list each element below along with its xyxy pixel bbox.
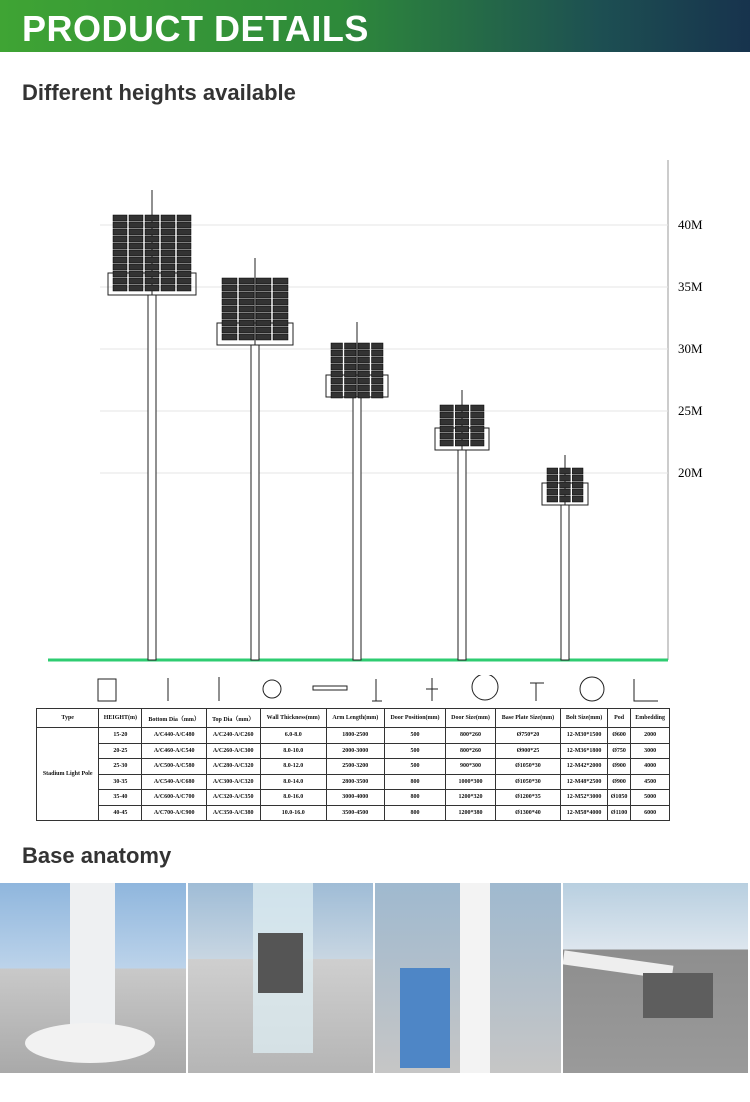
table-cell: 12-M52*3000 (561, 790, 608, 806)
floodlight (145, 236, 159, 242)
floodlight (129, 271, 143, 277)
floodlight (560, 468, 571, 474)
table-cell: Ø750*20 (495, 728, 561, 744)
floodlight (222, 306, 237, 312)
photo-pole-installation-site (563, 883, 750, 1073)
floodlight (440, 440, 453, 446)
floodlight (161, 264, 175, 270)
floodlight (129, 215, 143, 221)
table-cell: 2500-3200 (326, 759, 384, 775)
floodlight (345, 350, 357, 356)
floodlight (273, 278, 288, 284)
floodlight (239, 320, 254, 326)
floodlight (222, 320, 237, 326)
floodlight (560, 475, 571, 481)
floodlight (129, 236, 143, 242)
floodlight (161, 271, 175, 277)
table-cell: Ø1300*40 (495, 805, 561, 821)
floodlight (129, 257, 143, 263)
page-title: PRODUCT DETAILS (22, 8, 369, 49)
floodlight (113, 264, 127, 270)
light-pole (108, 190, 196, 660)
floodlight (113, 278, 127, 284)
floodlight (145, 271, 159, 277)
floodlight (345, 343, 357, 349)
floodlight (331, 350, 343, 356)
floodlight (471, 405, 484, 411)
floodlight (239, 334, 254, 340)
floodlight (372, 343, 384, 349)
floodlight (145, 222, 159, 228)
floodlight (273, 306, 288, 312)
floodlight (177, 278, 191, 284)
floodlight (471, 440, 484, 446)
floodlight (331, 392, 343, 398)
table-row (37, 774, 670, 790)
floodlight (113, 222, 127, 228)
table-cell: 900*300 (446, 759, 495, 775)
floodlight (547, 496, 558, 502)
table-cell: 1800-2500 (326, 728, 384, 744)
tube-section-icon (263, 680, 281, 698)
table-cell: Ø1050*30 (495, 759, 561, 775)
table-cell: Ø1100 (607, 805, 630, 821)
floodlight (455, 426, 468, 432)
floodlight (177, 257, 191, 263)
floodlight (273, 285, 288, 291)
floodlight (372, 357, 384, 363)
base-anatomy-photos (0, 883, 750, 1073)
floodlight (331, 385, 343, 391)
floodlight (372, 371, 384, 377)
specifications-table (36, 708, 670, 821)
floodlight (358, 378, 370, 384)
floodlight (273, 320, 288, 326)
table-cell: Ø900 (607, 774, 630, 790)
table-cell: Ø900*25 (495, 743, 561, 759)
header-banner (0, 0, 750, 52)
table-cell: 4500 (631, 774, 670, 790)
floodlight (113, 285, 127, 291)
table-cell: 3000-4000 (326, 790, 384, 806)
floodlight (222, 313, 237, 319)
table-header: HEIGHT(m) (99, 709, 142, 728)
table-row (37, 759, 670, 775)
table-cell: 800*260 (446, 728, 495, 744)
table-cell: 800*260 (446, 743, 495, 759)
floodlight (345, 364, 357, 370)
floodlight (129, 229, 143, 235)
table-cell: A/C260-A/C300 (206, 743, 260, 759)
table-cell: Ø1200*35 (495, 790, 561, 806)
floodlight (145, 257, 159, 263)
floodlight (358, 392, 370, 398)
pole-heights-diagram (0, 150, 750, 670)
table-cell: 15-20 (99, 728, 142, 744)
floodlight (455, 419, 468, 425)
floodlight (471, 412, 484, 418)
floodlight (129, 278, 143, 284)
floodlight (440, 412, 453, 418)
table-cell: A/C700-A/C900 (142, 805, 207, 821)
type-cell: Stadium Light Pole (37, 728, 99, 821)
floodlight (161, 257, 175, 263)
table-cell: 3500-4500 (326, 805, 384, 821)
floodlight (358, 371, 370, 377)
table-header: Arm Length(mm) (326, 709, 384, 728)
floodlight (440, 433, 453, 439)
floodlight (161, 215, 175, 221)
table-cell: 12-M58*4000 (561, 805, 608, 821)
table-cell: 1200*320 (446, 790, 495, 806)
table-cell: 2000-3000 (326, 743, 384, 759)
floodlight (547, 482, 558, 488)
floodlight (161, 229, 175, 235)
floodlight (358, 357, 370, 363)
table-cell: 2800-3500 (326, 774, 384, 790)
floodlight (161, 222, 175, 228)
table-cell: 40-45 (99, 805, 142, 821)
floodlight (113, 257, 127, 263)
photo-pole-door-electrical-box (375, 883, 563, 1073)
floodlight (222, 285, 237, 291)
table-cell: 12-M30*1500 (561, 728, 608, 744)
floodlight (113, 236, 127, 242)
table-cell: A/C280-A/C320 (206, 759, 260, 775)
table-cell: A/C460-A/C540 (142, 743, 207, 759)
table-cell: 3000 (631, 743, 670, 759)
floodlight (372, 385, 384, 391)
floodlight (177, 236, 191, 242)
table-cell: 6.0-8.0 (260, 728, 326, 744)
floodlight (177, 243, 191, 249)
table-cell: A/C540-A/C680 (142, 774, 207, 790)
floodlight (273, 313, 288, 319)
table-cell: A/C500-A/C580 (142, 759, 207, 775)
floodlight (256, 320, 271, 326)
floodlight (273, 334, 288, 340)
floodlight (372, 392, 384, 398)
floodlight (145, 243, 159, 249)
floodlight (256, 285, 271, 291)
floodlight (358, 350, 370, 356)
floodlight (560, 489, 571, 495)
floodlight (177, 271, 191, 277)
arm-icon (313, 686, 347, 690)
floodlight (358, 343, 370, 349)
floodlight (471, 419, 484, 425)
table-cell: 35-40 (99, 790, 142, 806)
floodlight (239, 327, 254, 333)
floodlight (161, 285, 175, 291)
table-cell: 8.0-16.0 (260, 790, 326, 806)
table-cell: 10.0-16.0 (260, 805, 326, 821)
floodlight (471, 426, 484, 432)
table-cell: 12-M48*2500 (561, 774, 608, 790)
floodlight (440, 426, 453, 432)
floodlight (331, 378, 343, 384)
table-cell: Ø600 (607, 728, 630, 744)
table-cell: 12-M42*2000 (561, 759, 608, 775)
floodlight (572, 489, 583, 495)
base-plate-icon (472, 675, 498, 700)
table-cell: 25-30 (99, 759, 142, 775)
table-cell: 1200*380 (446, 805, 495, 821)
floodlight (222, 299, 237, 305)
floodlight (177, 264, 191, 270)
floodlight (345, 392, 357, 398)
floodlight (177, 285, 191, 291)
table-cell: 20-25 (99, 743, 142, 759)
table-cell: A/C240-A/C260 (206, 728, 260, 744)
table-cell: 2000 (631, 728, 670, 744)
floodlight (547, 475, 558, 481)
floodlight (145, 278, 159, 284)
table-header: Bottom Dia（mm） (142, 709, 207, 728)
table-cell: A/C350-A/C380 (206, 805, 260, 821)
floodlight (273, 327, 288, 333)
floodlight (145, 250, 159, 256)
table-cell: 500 (384, 728, 446, 744)
floodlight (572, 468, 583, 474)
table-row (37, 790, 670, 806)
table-cell: A/C600-A/C700 (142, 790, 207, 806)
floodlight (547, 489, 558, 495)
table-cell: 8.0-10.0 (260, 743, 326, 759)
floodlight (177, 215, 191, 221)
table-cell: 30-35 (99, 774, 142, 790)
floodlight (440, 405, 453, 411)
floodlight (113, 243, 127, 249)
floodlight (239, 299, 254, 305)
floodlight (560, 496, 571, 502)
scale-label: 40M (678, 217, 703, 232)
scale-label: 35M (678, 279, 703, 294)
floodlight (145, 285, 159, 291)
floodlight (331, 364, 343, 370)
floodlight (129, 285, 143, 291)
table-cell: Ø750 (607, 743, 630, 759)
floodlight (256, 299, 271, 305)
table-cell: 800 (384, 774, 446, 790)
pod-icon (580, 677, 604, 701)
scale-label: 20M (678, 465, 703, 480)
table-header: Top Dia（mm） (206, 709, 260, 728)
component-icons-row (36, 675, 670, 705)
floodlight (331, 371, 343, 377)
floodlight (145, 264, 159, 270)
table-cell: 8.0-14.0 (260, 774, 326, 790)
floodlight (273, 292, 288, 298)
table-row (37, 805, 670, 821)
floodlight (161, 278, 175, 284)
floodlight (129, 222, 143, 228)
floodlight (572, 475, 583, 481)
floodlight (471, 433, 484, 439)
table-cell: A/C440-A/C480 (142, 728, 207, 744)
floodlight (345, 385, 357, 391)
floodlight (129, 250, 143, 256)
table-header: Type (37, 709, 99, 728)
floodlight (256, 334, 271, 340)
floodlight (222, 278, 237, 284)
table-row (37, 743, 670, 759)
table-row (37, 728, 670, 744)
floodlight (256, 306, 271, 312)
floodlight (177, 229, 191, 235)
floodlight (331, 343, 343, 349)
table-cell: 12-M36*1800 (561, 743, 608, 759)
floodlight (145, 229, 159, 235)
table-header: Door Size(mm) (446, 709, 495, 728)
table-cell: 5000 (631, 790, 670, 806)
floodlight (455, 412, 468, 418)
floodlight (161, 243, 175, 249)
floodlight (256, 313, 271, 319)
floodlight (358, 385, 370, 391)
floodlight (113, 229, 127, 235)
table-header: Door Position(mm) (384, 709, 446, 728)
table-cell: Ø1050 (607, 790, 630, 806)
light-pole (326, 322, 388, 660)
floodlight (455, 405, 468, 411)
floodlight (177, 250, 191, 256)
door-icon (98, 679, 116, 701)
floodlight (455, 433, 468, 439)
table-cell: 4000 (631, 759, 670, 775)
floodlight (239, 313, 254, 319)
bolt-icon (530, 683, 544, 701)
floodlight (345, 371, 357, 377)
heights-heading: Different heights available (22, 80, 296, 105)
floodlight (372, 364, 384, 370)
scale-label: 25M (678, 403, 703, 418)
floodlight (256, 327, 271, 333)
floodlight (560, 482, 571, 488)
floodlight (256, 278, 271, 284)
floodlight (177, 222, 191, 228)
floodlight (440, 419, 453, 425)
floodlight (129, 264, 143, 270)
table-cell: 800 (384, 805, 446, 821)
scale-label: 30M (678, 341, 703, 356)
floodlight (113, 215, 127, 221)
anatomy-heading: Base anatomy (22, 843, 172, 868)
floodlight (547, 468, 558, 474)
floodlight (113, 271, 127, 277)
light-pole (435, 390, 489, 660)
table-cell: 8.0-12.0 (260, 759, 326, 775)
floodlight (273, 299, 288, 305)
floodlight (222, 327, 237, 333)
floodlight (345, 378, 357, 384)
floodlight (161, 250, 175, 256)
table-cell: A/C320-A/C350 (206, 790, 260, 806)
floodlight (222, 292, 237, 298)
floodlight (161, 236, 175, 242)
floodlight (222, 334, 237, 340)
floodlight (345, 357, 357, 363)
table-cell: 1000*300 (446, 774, 495, 790)
floodlight (372, 378, 384, 384)
floodlight (572, 482, 583, 488)
floodlight (331, 357, 343, 363)
table-header: Wall Thickness(mm) (260, 709, 326, 728)
door-size-icon (426, 678, 438, 701)
floodlight (145, 215, 159, 221)
floodlight (239, 292, 254, 298)
table-cell: 500 (384, 743, 446, 759)
table-cell: Ø1050*30 (495, 774, 561, 790)
table-cell: 500 (384, 759, 446, 775)
light-pole (542, 455, 588, 660)
floodlight (239, 285, 254, 291)
floodlight (129, 243, 143, 249)
floodlight (239, 306, 254, 312)
embedding-icon (634, 679, 658, 701)
table-header: Pod (607, 709, 630, 728)
light-pole (217, 258, 293, 660)
floodlight (239, 278, 254, 284)
floodlight (372, 350, 384, 356)
table-cell: 6000 (631, 805, 670, 821)
floodlight (256, 292, 271, 298)
floodlight (572, 496, 583, 502)
photo-pole-base-flange (0, 883, 188, 1073)
table-header: Bolt Size(mm) (561, 709, 608, 728)
table-header: Base Plate Size(mm) (495, 709, 561, 728)
floodlight (113, 250, 127, 256)
photo-transparent-pole-winch (188, 883, 376, 1073)
floodlight (358, 364, 370, 370)
table-cell: A/C300-A/C320 (206, 774, 260, 790)
floodlight (455, 440, 468, 446)
table-header: Embedding (631, 709, 670, 728)
table-cell: Ø900 (607, 759, 630, 775)
table-cell: 800 (384, 790, 446, 806)
door-position-icon (372, 679, 382, 701)
